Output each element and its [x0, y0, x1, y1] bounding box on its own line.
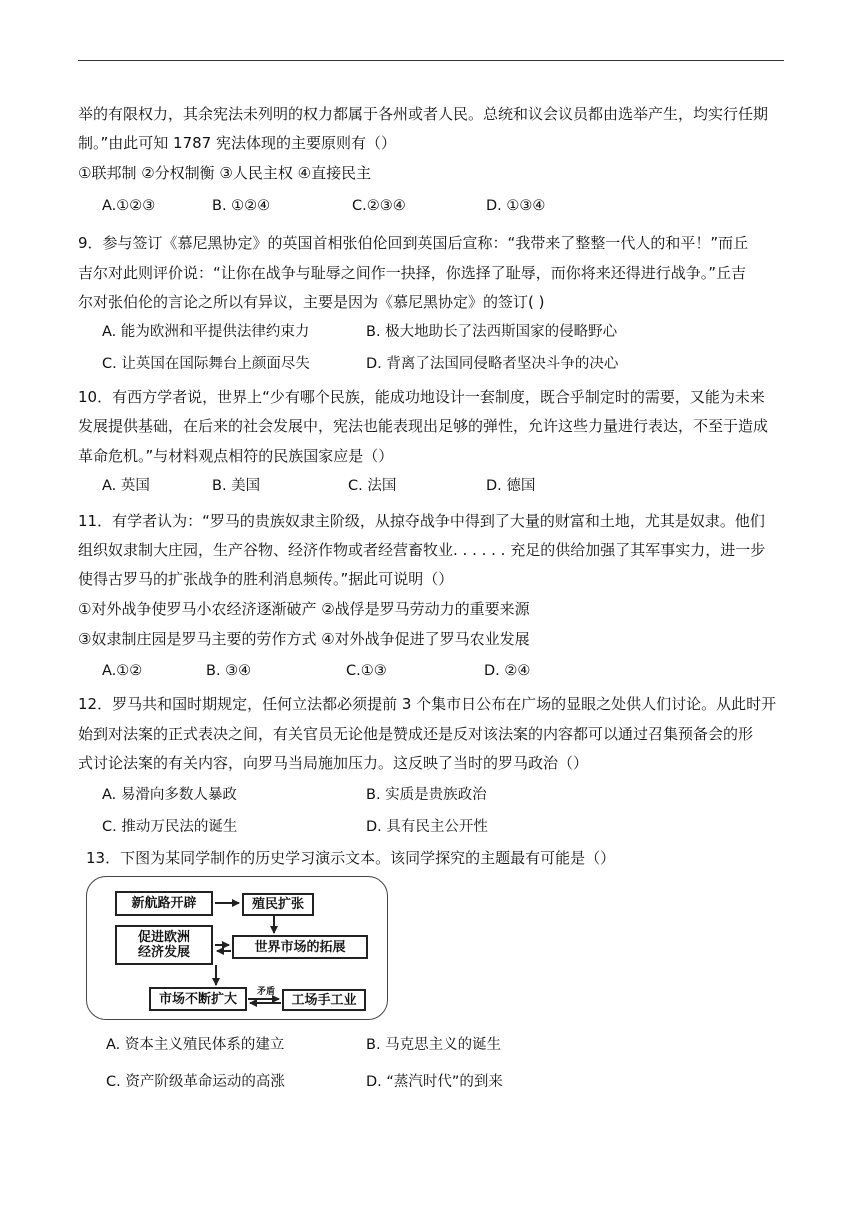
q11-items-1: ①对外战争使罗马小农经济逐渐破产 ②战俘是罗马劳动力的重要来源	[78, 600, 530, 618]
q13-option-d[interactable]: D. “蒸汽时代”的到来	[366, 1074, 503, 1090]
diagram-box-market-expansion: 市场不断扩大	[149, 987, 247, 1011]
q9-text-line-2: 吉尔对此则评价说：“让你在战争与耻辱之间作一抉择，你选择了耻辱，而你将来还得进行战争。”丘吉	[78, 264, 747, 282]
q8-text-line-2: 制。”由此可知 1787 宪法体现的主要原则有（）	[78, 134, 396, 152]
q9-option-a[interactable]: A. 能为欧洲和平提供法律约束力	[102, 324, 310, 340]
q11-option-b[interactable]: B. ③④	[206, 663, 252, 679]
q11-option-d[interactable]: D. ②④	[484, 663, 531, 679]
q12-text-line-1: 12．罗马共和国时期规定，任何立法都必须提前 3 个集市日公布在广场的显眼之处供人们讨论。从此时开	[78, 695, 777, 713]
q13-option-b[interactable]: B. 马克思主义的诞生	[366, 1037, 502, 1053]
q9-option-b[interactable]: B. 极大地助长了法西斯国家的侵略野心	[366, 324, 618, 340]
diagram-box-europe-economy-line-2: 经济发展	[137, 945, 190, 960]
q11-option-c[interactable]: C.①③	[346, 663, 387, 679]
diagram-box-europe-economy	[115, 925, 213, 965]
diagram-box-new-routes: 新航路开辟	[115, 891, 213, 916]
q12-option-a[interactable]: A. 易滑向多数人暴政	[102, 787, 237, 803]
diagram-box-world-market: 世界市场的拓展	[232, 935, 368, 959]
diagram-label-conflict: 矛盾	[257, 987, 276, 997]
q13-text-line-1: 13．下图为某同学制作的历史学习演示文本。该同学探究的主题最有可能是（）	[86, 849, 616, 867]
q10-option-a[interactable]: A. 英国	[102, 478, 150, 494]
q11-text-line-2: 组织奴隶制大庄园，生产谷物、经济作物或者经营畜牧业. . . . . . 充足的供给加强了其军事实力，进一步	[78, 541, 766, 559]
q10-option-c[interactable]: C. 法国	[348, 478, 397, 494]
diagram-box-europe-economy-line-1: 促进欧洲	[137, 930, 190, 945]
q11-text-line-3: 使得古罗马的扩张战争的胜利消息频传。”据此可说明（）	[78, 570, 454, 588]
q9-option-c[interactable]: C. 让英国在国际舞台上颜面尽失	[102, 356, 310, 372]
q12-option-b[interactable]: B. 实质是贵族政治	[366, 787, 487, 803]
q12-option-d[interactable]: D. 具有民主公开性	[366, 819, 488, 835]
header-rule	[78, 60, 784, 61]
q8-option-d[interactable]: D. ①③④	[486, 198, 546, 214]
q12-text-line-2: 始到对法案的正式表决之间，有关官员无论他是赞成还是反对该法案的内容都可以通过召集预备会的形	[78, 725, 754, 743]
q9-option-d[interactable]: D. 背离了法国同侵略者坚决斗争的决心	[366, 356, 619, 372]
q13-flow-diagram	[86, 876, 388, 1020]
q10-text-line-2: 发展提供基础，在后来的社会发展中，宪法也能表现出足够的弹性，允许这些力量进行表达，不至于造成	[78, 417, 769, 435]
q8-items: ①联邦制 ②分权制衡 ③人民主权 ④直接民主	[78, 164, 372, 182]
q10-text-line-3: 革命危机。”与材料观点相符的民族国家应是（）	[78, 447, 394, 465]
q13-option-a[interactable]: A. 资本主义殖民体系的建立	[106, 1037, 285, 1053]
q9-text-line-3: 尔对张伯伦的言论之所以有异议，主要是因为《慕尼黑协定》的签订( )	[78, 293, 545, 311]
q8-option-c[interactable]: C.②③④	[352, 198, 406, 214]
q12-option-c[interactable]: C. 推动万民法的诞生	[102, 819, 238, 835]
q8-option-a[interactable]: A.①②③	[102, 198, 156, 214]
q10-text-line-1: 10．有西方学者说，世界上“少有哪个民族，能成功地设计一套制度，既合乎制定时的需要，又能为未来	[78, 388, 765, 406]
q8-option-b[interactable]: B. ①②④	[212, 198, 271, 214]
q9-text-line-1: 9．参与签订《慕尼黑协定》的英国首相张伯伦回到英国后宣称：“我带来了整整一代人的和平！”而丘	[78, 234, 749, 252]
q11-text-line-1: 11．有学者认为：“罗马的贵族奴隶主阶级，从掠夺战争中得到了大量的财富和土地，尤其是奴隶。他们	[78, 512, 765, 530]
q11-option-a[interactable]: A.①②	[102, 663, 143, 679]
q13-option-c[interactable]: C. 资产阶级革命运动的高涨	[106, 1074, 285, 1090]
q8-text-line-1: 举的有限权力，其余宪法未列明的权力都属于各州或者人民。总统和议会议员都由选举产生，均实行任期	[78, 105, 769, 123]
q11-items-2: ③奴隶制庄园是罗马主要的劳作方式 ④对外战争促进了罗马农业发展	[78, 630, 530, 648]
diagram-box-colonial-expansion: 殖民扩张	[242, 893, 314, 916]
q10-option-b[interactable]: B. 美国	[212, 478, 261, 494]
q12-text-line-3: 式讨论法案的有关内容，向罗马当局施加压力。这反映了当时的罗马政治（）	[78, 754, 589, 772]
diagram-box-workshop-handicraft: 工场手工业	[282, 989, 366, 1011]
q10-option-d[interactable]: D. 德国	[486, 478, 536, 494]
